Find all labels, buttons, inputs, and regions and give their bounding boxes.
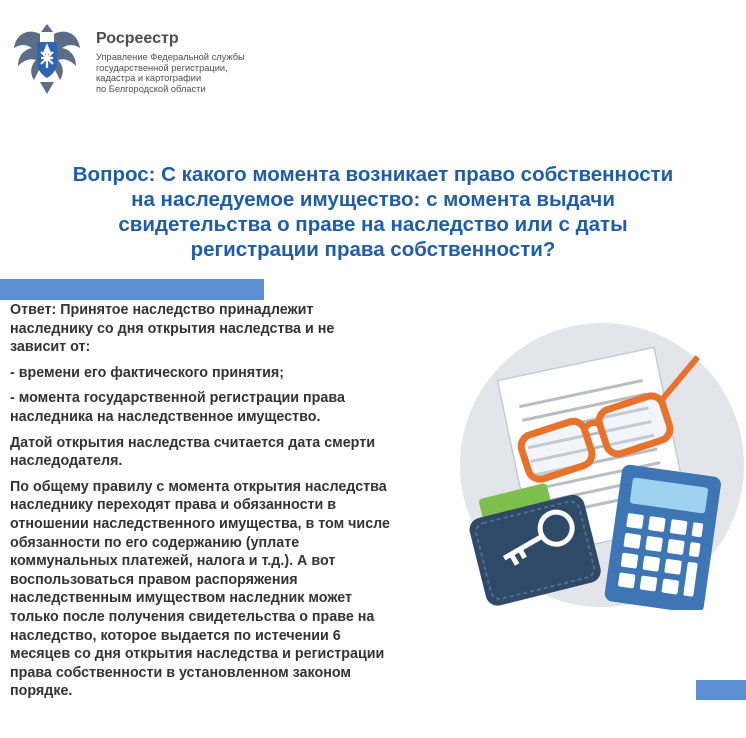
org-subtitle xyxy=(96,52,245,94)
accent-bar-top xyxy=(0,279,264,300)
org-subtitle-line: кадастра и картографии xyxy=(96,73,202,84)
answer-line: отношении наследственного имущества, в том числе xyxy=(10,515,391,532)
answer-line: наследника на наследственное имущество. xyxy=(10,408,321,425)
answer-line: Датой открытия наследства считается дата смерти xyxy=(10,434,376,451)
question-line: Вопрос: С какого момента возникает право собственности xyxy=(72,163,674,186)
answer-line: только после получения свидетельства о праве на xyxy=(10,608,375,625)
org-subtitle-line: по Белгородской области xyxy=(96,83,206,94)
org-subtitle-line: Управление Федеральной службы xyxy=(96,52,245,62)
inheritance-illustration xyxy=(452,320,746,610)
answer-line: зависит от: xyxy=(10,339,91,356)
answer-line: наследодателя. xyxy=(10,453,123,470)
answer-line: порядке. xyxy=(10,683,73,700)
accent-bar-bottom xyxy=(696,680,746,700)
emblem-icon xyxy=(10,18,84,98)
answer-paragraph xyxy=(10,364,462,383)
answer-line: наследственным имуществом наследник может xyxy=(10,590,353,607)
answer-line: наследнику со дня открытия наследства и не xyxy=(10,320,335,337)
answer-paragraph xyxy=(10,434,462,471)
answer-line: - момента государственной регистрации права xyxy=(10,390,345,407)
answer-line: - времени его фактического принятия; xyxy=(10,364,284,381)
org-subtitle-line: государственной регистрации, xyxy=(96,62,228,73)
question-heading xyxy=(0,162,746,262)
question-line: свидетельства о праве на наследство или с даты xyxy=(118,213,628,236)
answer-line: наследство, которое выдается по истечении 6 xyxy=(10,627,341,644)
answer-line: права собственности в установленном законом xyxy=(10,664,351,681)
answer-body xyxy=(10,301,462,708)
answer-paragraph xyxy=(10,301,462,357)
answer-line: наследнику переходят права и обязанности в xyxy=(10,497,337,514)
answer-line: По общему правилу с момента открытия наследства xyxy=(10,478,387,495)
answer-paragraph xyxy=(10,478,462,701)
question-line: на наследуемое имущество: с момента выдачи xyxy=(131,188,615,211)
answer-line: коммунальных платежей, налога и т.д.). А вот xyxy=(10,553,336,570)
org-name: Росреестр xyxy=(96,30,179,47)
answer-line: обязанности по его содержанию (уплате xyxy=(10,534,300,551)
answer-line: воспользоваться правом распоряжения xyxy=(10,571,298,588)
answer-paragraph xyxy=(10,389,462,426)
question-line: регистрации права собственности? xyxy=(190,238,556,261)
answer-line: месяцев со дня открытия наследства и регистрации xyxy=(10,646,385,663)
answer-line: Ответ: Принятое наследство принадлежит xyxy=(10,302,314,318)
calculator-icon xyxy=(604,464,722,610)
